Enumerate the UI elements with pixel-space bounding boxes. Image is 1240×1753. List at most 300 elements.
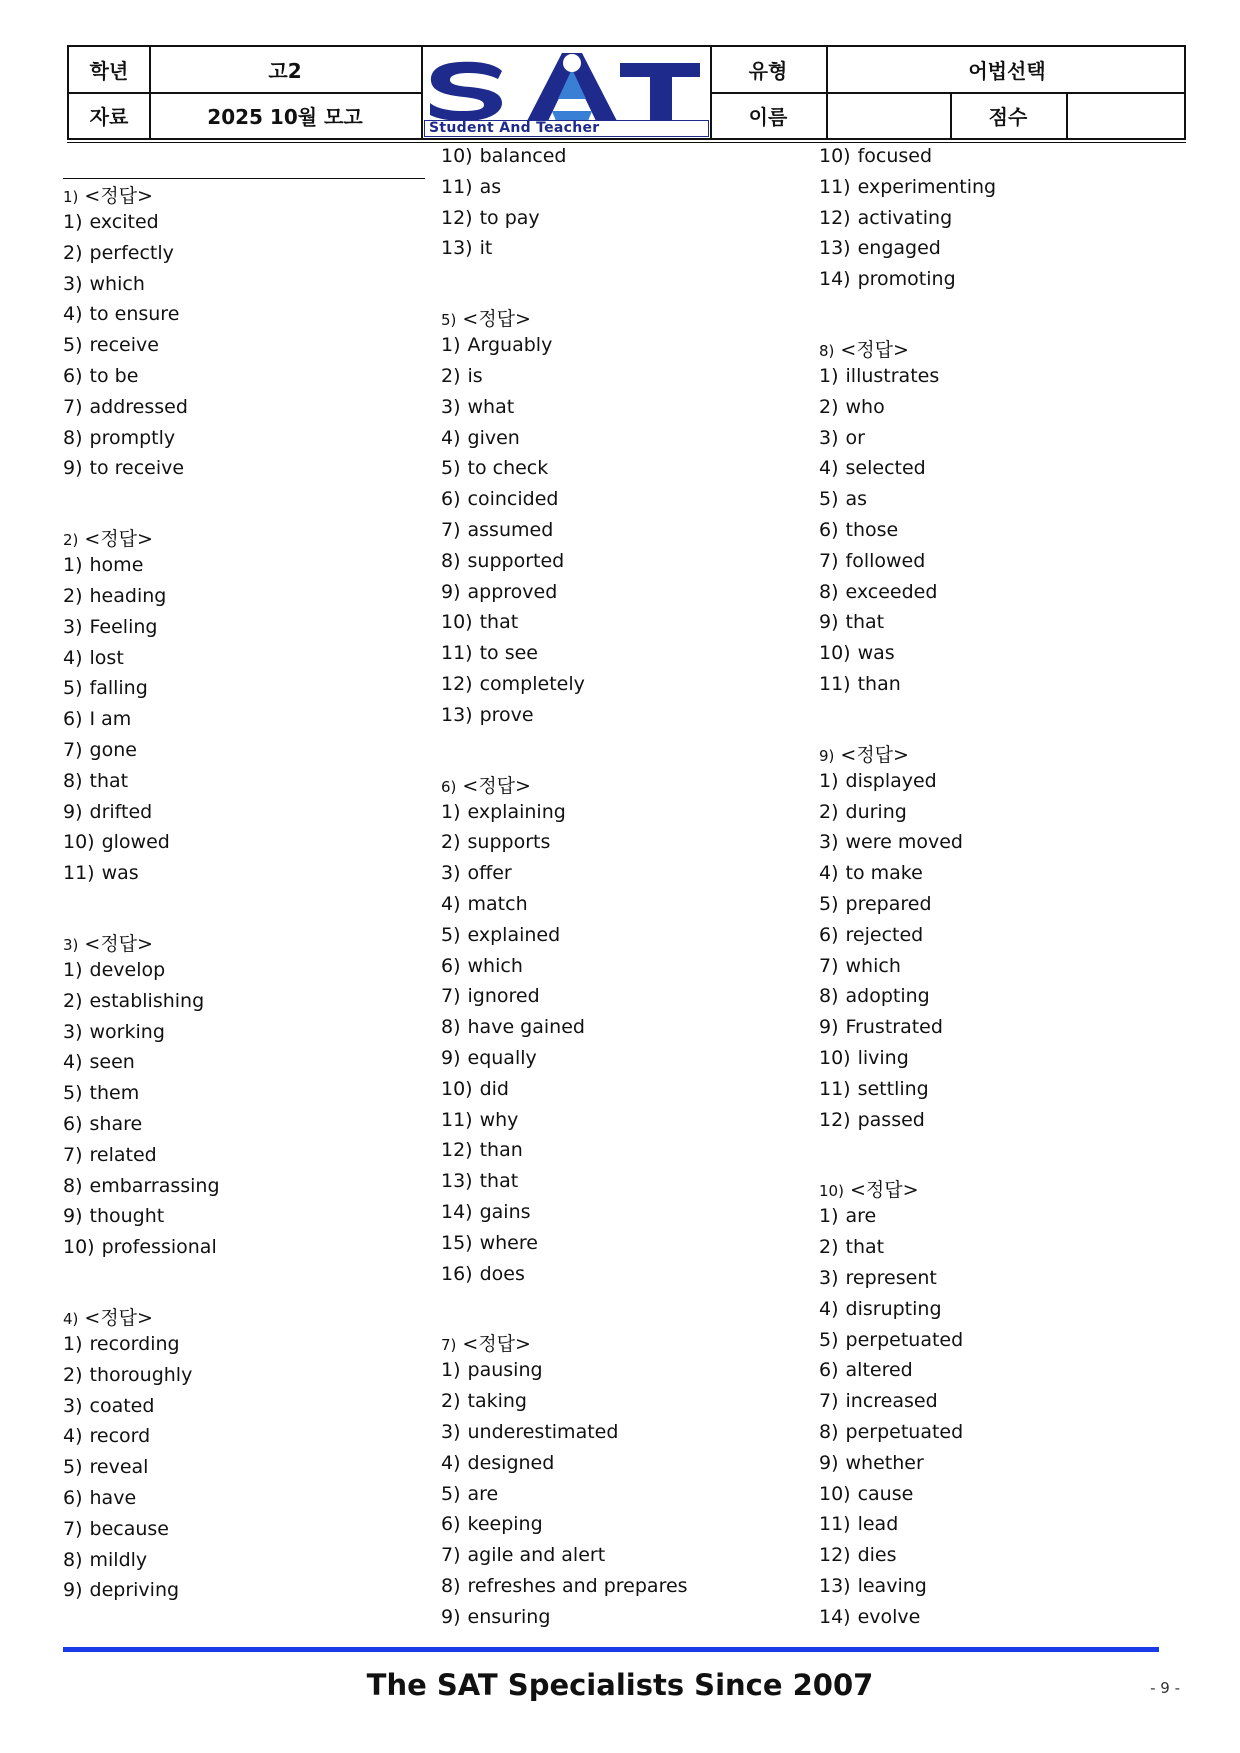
answer-key-label: <정답> [84,185,153,207]
answer-text: were moved [845,831,963,854]
answer-number: 6) [819,519,839,541]
answer-text: develop [89,959,166,981]
answer-text: leaving [857,1575,927,1597]
answer-key-label: <정답> [84,1307,153,1329]
answer-text: which [845,954,901,977]
answer-item [819,769,937,793]
answer-text: lead [857,1513,899,1536]
answer-item [819,1328,963,1352]
answer-item [441,395,514,419]
question-header [63,527,153,552]
answer-item [441,1077,509,1101]
answer-item [819,549,925,573]
answer-number: 12) [819,206,851,229]
answer-item [819,1235,884,1259]
answer-item [63,707,131,731]
answer-item [441,236,492,260]
answer-text: assumed [467,519,554,541]
answer-text: mildly [89,1548,148,1571]
footer-rule [63,1647,1159,1652]
answer-item [63,456,184,480]
answer-number: 5) [819,488,839,511]
answer-number: 9) [441,1047,461,1069]
answer-text: to pay [479,206,540,229]
answer-text: selected [845,457,926,480]
answer-text: receive [89,334,159,357]
answer-number: 8) [63,1174,83,1197]
score-label: 점수 [988,105,1028,129]
answer-item [819,518,898,542]
answer-number: 5) [441,923,461,946]
answer-number: 3) [441,1421,461,1443]
answer-item [63,241,174,265]
answer-number: 5) [819,1328,839,1351]
question-header [441,1332,531,1357]
answer-text: passed [857,1108,925,1131]
answer-text: related [89,1143,157,1166]
answer-item [819,1451,924,1475]
answer-text: perfectly [89,241,174,264]
answer-item [819,364,939,388]
answer-number: 10) [441,145,473,167]
answer-text: pausing [467,1359,543,1382]
answer-text: agile and alert [467,1544,606,1567]
answer-number: 14) [819,268,851,291]
answer-text: have gained [467,1016,585,1039]
question-number: 9) [819,746,835,765]
answer-key-label: <정답> [84,933,153,955]
answer-item [819,395,885,419]
answer-item [63,1174,220,1198]
answer-item [441,954,523,978]
answer-number: 1) [63,554,83,577]
answer-text: depriving [89,1579,180,1602]
answer-item [819,984,930,1008]
answer-text: ensuring [467,1605,551,1628]
answer-text: offer [467,862,512,885]
answer-text: excited [89,211,159,233]
answer-item [441,1482,498,1506]
answer-item [441,1605,550,1629]
answer-number: 5) [63,1456,83,1479]
answer-text: supported [467,549,565,572]
answer-number: 8) [63,769,83,792]
answer-number: 3) [441,395,461,418]
answer-item [441,580,557,604]
answer-item [63,1020,165,1044]
answer-text: focused [857,145,933,167]
answer-number: 9) [441,580,461,603]
answer-item [441,426,520,450]
answer-item [63,1424,150,1448]
answer-text: record [89,1425,151,1448]
answer-item [63,769,128,793]
answer-text: explaining [467,800,566,823]
answer-number: 7) [63,739,83,761]
answer-number: 1) [441,1359,461,1382]
answer-item [819,236,941,260]
answer-text: which [89,272,145,295]
answer-item [441,1046,537,1070]
answer-number: 3) [819,1267,839,1289]
answer-number: 4) [819,1297,839,1320]
answer-item [441,703,534,727]
answer-item [441,861,512,885]
answer-text: keeping [467,1513,543,1536]
answer-text: professional [101,1236,217,1259]
answer-text: adopting [845,985,930,1008]
answer-number: 5) [819,893,839,915]
answer-item [441,175,501,199]
answer-text: illustrates [845,365,940,387]
answer-item [441,1512,543,1536]
answer-number: 2) [819,800,839,823]
answer-text: to ensure [89,303,180,326]
answer-number: 14) [441,1201,473,1223]
answer-text: designed [467,1451,555,1474]
answer-number: 11) [819,1077,851,1100]
answer-number: 4) [63,1051,83,1074]
answer-item [63,1455,148,1479]
answer-text: to see [479,642,538,665]
answer-text: which [467,954,523,977]
answer-item [441,1262,525,1286]
answer-text: home [89,554,144,577]
answer-number: 4) [441,426,461,449]
answer-text: or [845,426,865,449]
answer-item [819,1266,937,1290]
answer-item [63,958,165,982]
answer-number: 4) [819,862,839,885]
question-number: 4) [63,1310,79,1328]
answer-number: 5) [441,457,461,480]
source-value: 2025 10월 모고 [207,105,363,129]
answer-text: does [479,1262,525,1285]
answer-number: 7) [63,395,83,418]
answer-number: 2) [819,395,839,418]
answer-item [63,830,170,854]
answer-item [63,1112,142,1136]
answer-item [819,672,901,696]
answer-number: 2) [441,831,461,854]
answer-number: 4) [819,457,839,480]
answer-number: 1) [819,769,839,792]
answer-number: 8) [441,549,461,572]
answer-number: 6) [63,1113,83,1135]
answer-key-label: <정답> [84,528,153,551]
answer-text: thought [89,1205,165,1228]
answer-item [819,144,932,168]
answer-text: that [845,1236,885,1259]
answer-number: 8) [441,1575,461,1597]
answer-item [819,1543,897,1567]
answer-item [441,1543,605,1567]
answer-text: that [479,611,519,634]
answer-item [441,1574,688,1598]
answer-number: 5) [441,1482,461,1505]
answer-text: are [845,1205,877,1228]
name-value [826,93,950,138]
answer-item [819,800,907,824]
answer-number: 11) [819,673,851,695]
answer-number: 1) [441,800,461,823]
answer-item [819,923,923,947]
question-number: 10) [819,1182,844,1201]
answer-number: 16) [441,1262,473,1285]
answer-text: working [89,1020,165,1043]
question-header [441,307,531,332]
answer-item [819,954,901,978]
answer-number: 15) [441,1231,473,1254]
question-number: 5) [441,311,457,330]
answer-number: 11) [441,1108,473,1131]
answer-item [819,1077,929,1101]
answer-number: 3) [819,831,839,854]
answer-item [441,800,566,824]
answer-number: 12) [819,1544,851,1567]
answer-number: 9) [63,457,83,480]
answer-key-label: <정답> [462,1333,531,1356]
answer-number: 8) [63,1548,83,1571]
answer-item [63,989,204,1013]
answer-number: 7) [819,1390,839,1413]
answer-number: 1) [819,365,839,387]
answer-number: 9) [63,1205,83,1228]
answer-item [819,267,956,291]
grade-value: 고2 [268,59,302,83]
answer-number: 11) [441,175,473,198]
answer-item [441,892,528,916]
answer-item [819,1297,942,1321]
answer-text: taking [467,1390,527,1413]
answer-item [441,1200,531,1224]
answer-item [63,1050,135,1074]
answer-text: underestimated [467,1421,619,1443]
answer-text: because [89,1517,169,1540]
answer-number: 4) [63,303,83,326]
answer-text: prepared [845,893,932,915]
answer-item [441,456,548,480]
answer-text: embarrassing [89,1174,220,1197]
answer-text: perpetuated [845,1328,964,1351]
answer-text: who [845,395,885,418]
question-number: 6) [441,777,457,796]
answer-key-label: <정답> [849,1179,919,1202]
answer-text: ignored [467,985,540,1008]
answer-item [63,1578,179,1602]
answer-number: 6) [63,365,83,387]
answer-item [441,206,540,230]
answer-item [441,1420,618,1444]
answer-number: 8) [819,1421,839,1443]
answer-number: 7) [441,1544,461,1567]
answer-text: Feeling [89,615,158,638]
answer-text: living [857,1047,909,1069]
answer-number: 12) [441,1139,473,1162]
answer-number: 9) [819,611,839,634]
answer-item [63,553,143,577]
answer-number: 3) [819,426,839,449]
answer-number: 7) [819,549,839,572]
answer-item [63,1394,154,1418]
answer-number: 2) [63,1363,83,1386]
answer-number: 10) [441,611,473,634]
answer-number: 10) [819,1047,851,1069]
answer-text: as [845,488,868,511]
answer-number: 6) [441,1513,461,1536]
answer-text: experimenting [857,175,997,198]
answer-item [441,610,518,634]
answer-item [63,1081,139,1105]
answer-item [819,206,952,230]
answer-text: followed [845,549,926,572]
answer-text: completely [479,673,585,695]
header-bottom-rule [67,142,1186,143]
answer-text: Arguably [467,334,553,357]
answer-number: 2) [63,241,83,264]
type-value: 어법선택 [968,59,1046,83]
answer-number: 4) [441,893,461,915]
answer-item [63,738,137,762]
answer-number: 6) [63,708,83,731]
answer-text: perpetuated [845,1421,964,1443]
answer-item [63,333,159,357]
answer-text: given [467,426,520,449]
answer-number: 10) [441,1077,473,1100]
answer-text: reveal [89,1456,149,1479]
question-number: 7) [441,1336,457,1355]
answer-item [441,672,585,696]
answer-text: cause [857,1482,914,1505]
answer-item [819,1605,920,1629]
answer-number: 6) [819,1359,839,1382]
answer-text: balanced [479,145,567,167]
answer-number: 6) [819,923,839,946]
answer-text: I am [89,708,132,731]
question-number: 3) [63,936,79,954]
answer-item [63,861,139,885]
answer-item [63,1204,164,1228]
answer-text: establishing [89,989,205,1012]
answer-number: 3) [63,1394,83,1417]
answer-item [441,830,550,854]
answer-item [819,861,923,885]
answer-text: what [467,395,515,418]
answer-item [819,1015,943,1039]
answer-key-label: <정답> [462,308,531,331]
answer-item [63,676,148,700]
footer-title: The SAT Specialists Since 2007 [366,1668,874,1702]
question-header [819,1178,919,1203]
answer-number: 3) [63,272,83,295]
answer-text: approved [467,580,558,603]
answer-text: recording [89,1333,180,1355]
answer-text: to be [89,365,139,387]
answer-text: evolve [857,1605,921,1628]
answer-text: engaged [857,237,941,260]
answer-item [63,800,152,824]
answer-item [441,1389,527,1413]
answer-text: refreshes and prepares [467,1575,688,1597]
answer-text: displayed [845,769,937,792]
answer-text: have [89,1487,137,1509]
answer-number: 13) [819,1575,851,1597]
answer-text: heading [89,585,167,607]
answer-number: 1) [441,334,461,357]
answer-text: represent [845,1267,937,1289]
answer-text: thoroughly [89,1363,193,1386]
answer-text: it [479,237,493,260]
header-divider [421,47,423,138]
question-header [63,184,153,209]
answer-key-label: <정답> [840,339,909,361]
answer-text: falling [89,677,148,700]
answer-number: 4) [63,646,83,669]
answer-item [63,395,188,419]
answer-item [441,144,566,168]
answer-item [819,1108,925,1132]
answer-item [819,580,937,604]
answer-number: 12) [441,673,473,695]
answer-number: 9) [819,1016,839,1039]
answer-number: 2) [441,365,461,387]
answer-number: 12) [441,206,473,229]
answer-number: 13) [819,237,851,260]
answer-number: 9) [441,1605,461,1628]
answer-item [441,1169,518,1193]
answer-text: why [479,1108,519,1131]
answer-number: 8) [441,1016,461,1039]
answer-number: 8) [819,985,839,1008]
answer-number: 8) [63,426,83,449]
answer-item [441,1231,538,1255]
answer-number: 7) [63,1517,83,1540]
answer-item [63,210,159,234]
answer-number: 7) [441,985,461,1008]
answer-text: to receive [89,457,185,480]
answer-number: 7) [441,519,461,541]
question-header [63,932,153,957]
header-table [67,45,1186,140]
question-number: 2) [63,531,79,550]
answer-item [441,518,553,542]
answer-item [819,1512,898,1536]
answer-text: gains [479,1201,531,1223]
answer-item [819,1389,938,1413]
answer-text: promptly [89,426,176,449]
answer-text: increased [845,1390,938,1413]
grade-label: 학년 [89,59,129,83]
answer-text: is [467,365,483,387]
answer-item [63,584,166,608]
answer-text: where [479,1231,538,1254]
answer-number: 8) [819,580,839,603]
answer-text: dies [857,1544,897,1567]
sat-logo [424,49,709,137]
answer-text: Frustrated [845,1016,943,1039]
answer-text: to check [467,457,549,480]
answer-number: 5) [63,677,83,700]
question-header [819,743,909,768]
answer-text: that [479,1170,519,1193]
answer-number: 5) [63,334,83,357]
answer-number: 2) [63,989,83,1012]
answer-item [441,1451,554,1475]
answer-number: 10) [819,145,851,167]
answer-number: 6) [441,954,461,977]
answer-item [819,830,963,854]
answer-text: did [479,1077,509,1100]
